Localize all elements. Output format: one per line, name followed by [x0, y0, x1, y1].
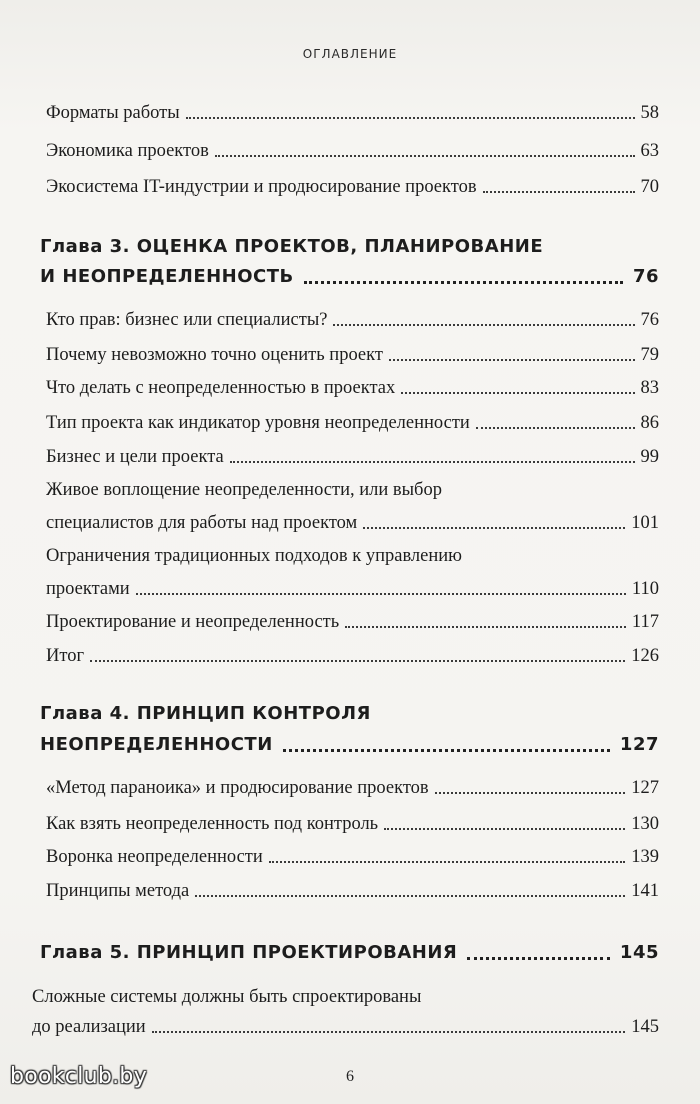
toc-entry-title: проектами: [46, 579, 130, 599]
toc-entry: [46, 644, 659, 668]
toc-entry-page: 110: [631, 579, 659, 599]
toc-entry-page: 70: [640, 177, 659, 197]
toc-entry-title: Воронка неопределенности: [46, 847, 263, 867]
chapter-title-line: И НЕОПРЕДЕЛЕННОСТЬ: [40, 266, 294, 287]
toc-entry-page: 79: [640, 345, 659, 365]
dot-leader: [384, 827, 625, 830]
dot-leader: [483, 190, 635, 193]
dot-leader: [345, 625, 626, 628]
toc-entry-title: Тип проекта как индикатор уровня неопределенности: [46, 413, 470, 433]
toc-entry: [46, 845, 659, 869]
toc-entry: [46, 812, 659, 836]
dot-leader: [304, 280, 623, 284]
toc-entry-title: Форматы работы: [46, 103, 180, 123]
chapter-title-line: Глава 4. ПРИНЦИП КОНТРОЛЯ: [40, 703, 371, 724]
toc-entry-title: Почему невозможно точно оценить проект: [46, 345, 383, 365]
toc-entry: [46, 776, 659, 800]
toc-entry-page: 99: [640, 447, 659, 467]
toc-entry: [46, 376, 659, 400]
toc-entry-page: 117: [631, 612, 659, 632]
toc-entry-page: 139: [631, 847, 659, 867]
dot-leader: [215, 154, 635, 157]
chapter-heading: [40, 942, 659, 963]
chapter-title-line: НЕОПРЕДЕЛЕННОСТИ: [40, 734, 273, 755]
toc-entry: [46, 343, 659, 367]
dot-leader: [476, 426, 635, 429]
dot-leader: [195, 894, 625, 897]
toc-entry-title: Бизнес и цели проекта: [46, 447, 224, 467]
toc-entry-title: Что делать с неопределенностью в проектах: [46, 378, 396, 398]
dot-leader: [467, 956, 610, 960]
toc-entry-title: «Метод параноика» и продюсирование проектов: [46, 778, 429, 798]
toc-entry-title: Экономика проектов: [46, 141, 209, 161]
chapter-title-line: Глава 3. ОЦЕНКА ПРОЕКТОВ, ПЛАНИРОВАНИЕ: [40, 236, 544, 257]
dot-leader: [363, 526, 625, 529]
toc-entry-page: 126: [631, 646, 659, 666]
toc-entry-page: 58: [640, 103, 659, 123]
dot-leader: [333, 323, 634, 326]
dot-leader: [269, 860, 625, 863]
dot-leader: [136, 592, 626, 595]
toc-entry: [46, 308, 659, 332]
toc-entry: [46, 445, 659, 469]
dot-leader: [230, 460, 635, 463]
chapter-page: 76: [632, 266, 659, 287]
chapter-heading: [40, 266, 659, 287]
dot-leader: [152, 1030, 626, 1033]
page-number: 6: [346, 1068, 354, 1085]
toc-entry-title: Принципы метода: [46, 881, 190, 901]
toc-entry: [46, 577, 659, 601]
chapter-page: 127: [619, 734, 659, 755]
toc-entry-page: 83: [640, 378, 659, 398]
toc-entry: [46, 511, 659, 535]
chapter-heading: [40, 734, 659, 755]
dot-leader: [401, 391, 634, 394]
chapter-page: 145: [619, 942, 659, 963]
watermark-text: bookclub.by: [10, 1064, 148, 1089]
toc-entry: [46, 610, 659, 634]
toc-entry-title: Как взять неопределенность под контроль: [46, 814, 379, 834]
toc-entry-title-line: Ограничения традиционных подходов к управлению: [46, 546, 462, 566]
toc-entry: [46, 879, 659, 903]
toc-entry-page: 141: [631, 881, 659, 901]
dot-leader: [389, 358, 635, 361]
toc-entry-title-line: Сложные системы должны быть спроектированы: [32, 987, 422, 1007]
toc-entry-title-line: Живое воплощение неопределенности, или выбор: [46, 480, 442, 500]
chapter-title-line: Глава 5. ПРИНЦИП ПРОЕКТИРОВАНИЯ: [40, 942, 458, 963]
toc-entry-title: Экосистема IT-индустрии и продюсирование проектов: [46, 177, 477, 197]
toc-entry-title: специалистов для работы над проектом: [46, 513, 358, 533]
toc-entry-title: Итог: [46, 646, 85, 666]
toc-entry: [46, 411, 659, 435]
running-header: ОГЛАВЛЕНИЕ: [302, 47, 398, 61]
dot-leader: [283, 748, 610, 752]
toc-entry-title: до реализации: [32, 1017, 146, 1037]
toc-entry-page: 86: [640, 413, 659, 433]
toc-entry: [46, 139, 659, 163]
dot-leader: [186, 116, 635, 119]
toc-entry-title: Кто прав: бизнес или специалисты?: [46, 310, 328, 330]
toc-entry-page: 127: [631, 778, 659, 798]
toc-entry: [32, 1015, 659, 1039]
toc-entry-page: 76: [640, 310, 659, 330]
toc-entry: [46, 101, 659, 125]
toc-entry-page: 130: [631, 814, 659, 834]
toc-entry-page: 145: [631, 1017, 659, 1037]
dot-leader: [435, 791, 626, 794]
toc-entry-page: 63: [640, 141, 659, 161]
toc-entry-title: Проектирование и неопределенность: [46, 612, 340, 632]
dot-leader: [90, 659, 625, 662]
toc-entry-page: 101: [631, 513, 659, 533]
toc-entry: [46, 175, 659, 199]
